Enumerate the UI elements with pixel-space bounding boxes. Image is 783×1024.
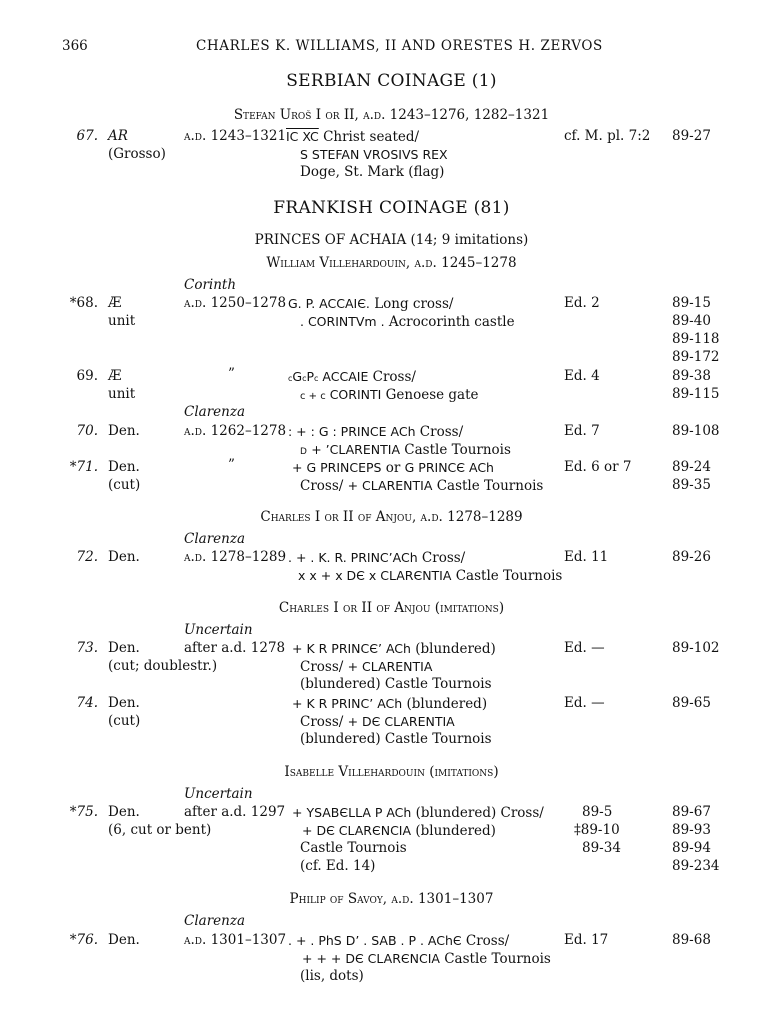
entry-description-line2: D + ’CLARENTIA Castle Tournois bbox=[300, 442, 511, 458]
reverse-legend: + DЄ CLARENTIA bbox=[347, 714, 455, 729]
entry-denomination-note: (Grosso) bbox=[108, 146, 166, 162]
entry-denomination: Den. bbox=[108, 549, 140, 565]
obverse-legend-alt: G PRINCЄ ACh bbox=[404, 460, 494, 475]
entry-description-line1: . + . PhS D’ . SAB . P . AChЄ Cross/ bbox=[288, 933, 510, 949]
entry-denomination: Den. bbox=[108, 932, 140, 948]
entry-description-line2: Cross/ + CLARENTIA bbox=[300, 659, 433, 675]
entry-reference: 89-34 bbox=[582, 840, 621, 856]
mint-label: Uncertain bbox=[184, 622, 253, 638]
reverse-legend: . CORINTVm . bbox=[300, 314, 385, 329]
entry-inventory: 89-65 bbox=[672, 695, 711, 711]
entry-description-line3: Doge, St. Mark (flag) bbox=[300, 164, 445, 180]
entry-denomination-note: (6, cut or bent) bbox=[108, 822, 212, 838]
entry-inventory: 89-35 bbox=[672, 477, 711, 493]
mint-label: Clarenza bbox=[184, 913, 245, 929]
ruler-heading-isabelle: Isabelle Villehardouin (imitations) bbox=[284, 764, 499, 780]
obverse-legend: cGcPc ACCAIE bbox=[288, 369, 369, 384]
reverse-legend: x x + x DЄ x CLARЄNTIA bbox=[298, 568, 452, 583]
entry-denomination-note: (cut; doublestr.) bbox=[108, 658, 218, 674]
entry-reference: Ed. — bbox=[564, 640, 605, 656]
obverse-legend: . + . K. R. PRINC’ACh bbox=[288, 550, 418, 565]
entry-date: after a.d. 1297 bbox=[184, 804, 286, 820]
entry-reference: Ed. 2 bbox=[564, 295, 600, 311]
obverse-legend: + G PRINCEPS bbox=[292, 460, 382, 475]
entry-inventory: 89-67 bbox=[672, 804, 711, 820]
entry-inventory: 89-234 bbox=[672, 858, 720, 874]
entry-description-line3: Castle Tournois bbox=[300, 840, 407, 856]
obverse-legend: + K R PRINCЄ’ ACh bbox=[292, 641, 411, 656]
entry-description-line2: x x + x DЄ x CLARЄNTIA Castle Tournois bbox=[298, 568, 563, 584]
entry-description-line1: + YSABЄLLA P ACh (blundered) Cross/ bbox=[292, 805, 544, 821]
entry-description-line1: : + : G : PRINCE ACh Cross/ bbox=[288, 424, 464, 440]
ruler-heading-william: William Villehardouin, a.d. 1245–1278 bbox=[266, 255, 517, 271]
entry-number: *68. bbox=[69, 295, 98, 311]
entry-reference: cf. M. pl. 7:2 bbox=[564, 128, 651, 144]
ruler-heading-philip: Philip of Savoy, a.d. 1301–1307 bbox=[289, 891, 494, 907]
reverse-legend: CORINTI bbox=[325, 387, 382, 402]
entry-description-line3: (blundered) Castle Tournois bbox=[300, 676, 492, 692]
entry-description-line2: Cross/ + DЄ CLARENTIA bbox=[300, 714, 455, 730]
mint-label: Corinth bbox=[184, 277, 237, 293]
ditto-mark: ” bbox=[228, 366, 235, 382]
entry-denomination: Den. bbox=[108, 804, 140, 820]
ditto-mark: ” bbox=[228, 457, 235, 473]
entry-description-line1: + K R PRINCЄ’ ACh (blundered) bbox=[292, 641, 496, 657]
section-title-serbian: SERBIAN COINAGE (1) bbox=[286, 71, 497, 91]
entry-inventory: 89-93 bbox=[672, 822, 711, 838]
entry-denomination-note: (cut) bbox=[108, 477, 141, 493]
obverse-legend: : + : G : PRINCE ACh bbox=[288, 424, 416, 439]
entry-reference: 89-5 bbox=[582, 804, 613, 820]
entry-description-line1: IC XC Christ seated/ bbox=[286, 129, 420, 145]
entry-date: a.d. 1250–1278 bbox=[184, 295, 287, 311]
entry-number: 70. bbox=[76, 423, 98, 439]
subsection-title-achaia: PRINCES OF ACHAIA (14; 9 imitations) bbox=[254, 232, 529, 248]
entry-reference: Ed. 6 or 7 bbox=[564, 459, 632, 475]
entry-description-line4: (cf. Ed. 14) bbox=[300, 858, 376, 874]
ruler-heading-charles-imitations: Charles I or II of Anjou (imitations) bbox=[278, 600, 505, 616]
entry-denomination-note: (cut) bbox=[108, 713, 141, 729]
mint-label: Clarenza bbox=[184, 531, 245, 547]
entry-inventory: 89-27 bbox=[672, 128, 711, 144]
mint-label: Clarenza bbox=[184, 404, 245, 420]
entry-denomination: Den. bbox=[108, 423, 140, 439]
entry-denomination: AR bbox=[108, 128, 128, 144]
entry-inventory: 89-108 bbox=[672, 423, 720, 439]
entry-description-line1: + G PRINCEPS or G PRINCЄ ACh bbox=[292, 460, 494, 476]
entry-number: 73. bbox=[76, 640, 98, 656]
entry-description-line2: + DЄ CLARЄNCIA (blundered) bbox=[302, 823, 496, 839]
entry-description-line2: Cross/ + CLARENTIA Castle Tournois bbox=[300, 478, 544, 494]
entry-inventory: 89-102 bbox=[672, 640, 720, 656]
entry-description-line1: . + . K. R. PRINC’ACh Cross/ bbox=[288, 550, 466, 566]
entry-inventory: 89-15 bbox=[672, 295, 711, 311]
obverse-legend: + K R PRINC’ ACh bbox=[292, 696, 403, 711]
section-title-frankish: FRANKISH COINAGE (81) bbox=[273, 198, 510, 218]
obverse-legend: . + . PhS D’ . SAB . P . AChЄ bbox=[288, 933, 462, 948]
icxc-legend: IC XC bbox=[286, 129, 319, 144]
entry-date: a.d. 1278–1289 bbox=[184, 549, 287, 565]
reverse-legend-prefix: c + c bbox=[300, 391, 326, 402]
entry-number: 72. bbox=[76, 549, 98, 565]
entry-description-line2: + + + DЄ CLARЄNCIA Castle Tournois bbox=[302, 951, 551, 967]
entry-date: a.d. 1243–1321 bbox=[184, 128, 287, 144]
ruler-heading-stefan: Stefan Uroš I or II, a.d. 1243–1276, 1282–1321 bbox=[233, 107, 550, 123]
entry-description-line2: c + c CORINTI Genoese gate bbox=[300, 387, 479, 403]
entry-legend-reverse: S STEFAN VROSIVS REX bbox=[300, 147, 448, 162]
entry-reference: ‡89-10 bbox=[574, 822, 620, 838]
mint-label: Uncertain bbox=[184, 786, 253, 802]
entry-inventory: 89-40 bbox=[672, 313, 711, 329]
obverse-legend: G. P. ACCAIЄ. bbox=[288, 296, 370, 311]
ruler-heading-charles: Charles I or II of Anjou, a.d. 1278–1289 bbox=[260, 509, 523, 525]
entry-description-line1: cGcPc ACCAIE Cross/ bbox=[288, 369, 416, 385]
entry-number: *75. bbox=[69, 804, 98, 820]
entry-denomination: Den. bbox=[108, 459, 140, 475]
reverse-legend: + + + DЄ CLARЄNCIA bbox=[302, 951, 440, 966]
entry-reference: Ed. — bbox=[564, 695, 605, 711]
entry-inventory: 89-38 bbox=[672, 368, 711, 384]
entry-reference: Ed. 11 bbox=[564, 549, 609, 565]
running-header: CHARLES K. WILLIAMS, II AND ORESTES H. ZERVOS bbox=[196, 38, 603, 54]
entry-number: 74. bbox=[76, 695, 98, 711]
entry-description-line1: G. P. ACCAIЄ. Long cross/ bbox=[288, 296, 454, 312]
entry-description-line2: . CORINTVm . Acrocorinth castle bbox=[300, 314, 515, 330]
entry-number: 67. bbox=[76, 128, 98, 144]
entry-inventory: 89-172 bbox=[672, 349, 720, 365]
entry-description-line1: + K R PRINC’ ACh (blundered) bbox=[292, 696, 488, 712]
entry-description-line3: (blundered) Castle Tournois bbox=[300, 731, 492, 747]
reverse-legend: + ’CLARENTIA bbox=[311, 442, 400, 457]
entry-inventory: 89-26 bbox=[672, 549, 711, 565]
reverse-legend: + CLARENTIA bbox=[347, 478, 433, 493]
entry-number: *76. bbox=[69, 932, 98, 948]
entry-date: a.d. 1262–1278 bbox=[184, 423, 287, 439]
reverse-legend: + CLARENTIA bbox=[347, 659, 433, 674]
reverse-legend: + DЄ CLARЄNCIA bbox=[302, 823, 412, 838]
entry-denomination-note: unit bbox=[108, 386, 136, 402]
entry-denomination: Æ bbox=[108, 295, 122, 311]
page-number: 366 bbox=[62, 38, 88, 54]
entry-reference: Ed. 17 bbox=[564, 932, 609, 948]
entry-inventory: 89-24 bbox=[672, 459, 711, 475]
entry-number: *71. bbox=[69, 459, 98, 475]
entry-description-line3: (lis, dots) bbox=[300, 968, 364, 984]
obverse-legend: + YSABЄLLA P ACh bbox=[292, 805, 412, 820]
entry-number: 69. bbox=[76, 368, 98, 384]
entry-inventory: 89-115 bbox=[672, 386, 720, 402]
entry-date: after a.d. 1278 bbox=[184, 640, 286, 656]
entry-denomination-note: unit bbox=[108, 313, 136, 329]
entry-denomination: Æ bbox=[108, 368, 122, 384]
entry-denomination: Den. bbox=[108, 695, 140, 711]
entry-inventory: 89-94 bbox=[672, 840, 711, 856]
entry-reference: Ed. 7 bbox=[564, 423, 600, 439]
entry-date: a.d. 1301–1307 bbox=[184, 932, 287, 948]
entry-inventory: 89-68 bbox=[672, 932, 711, 948]
entry-inventory: 89-118 bbox=[672, 331, 720, 347]
entry-reference: Ed. 4 bbox=[564, 368, 600, 384]
entry-denomination: Den. bbox=[108, 640, 140, 656]
